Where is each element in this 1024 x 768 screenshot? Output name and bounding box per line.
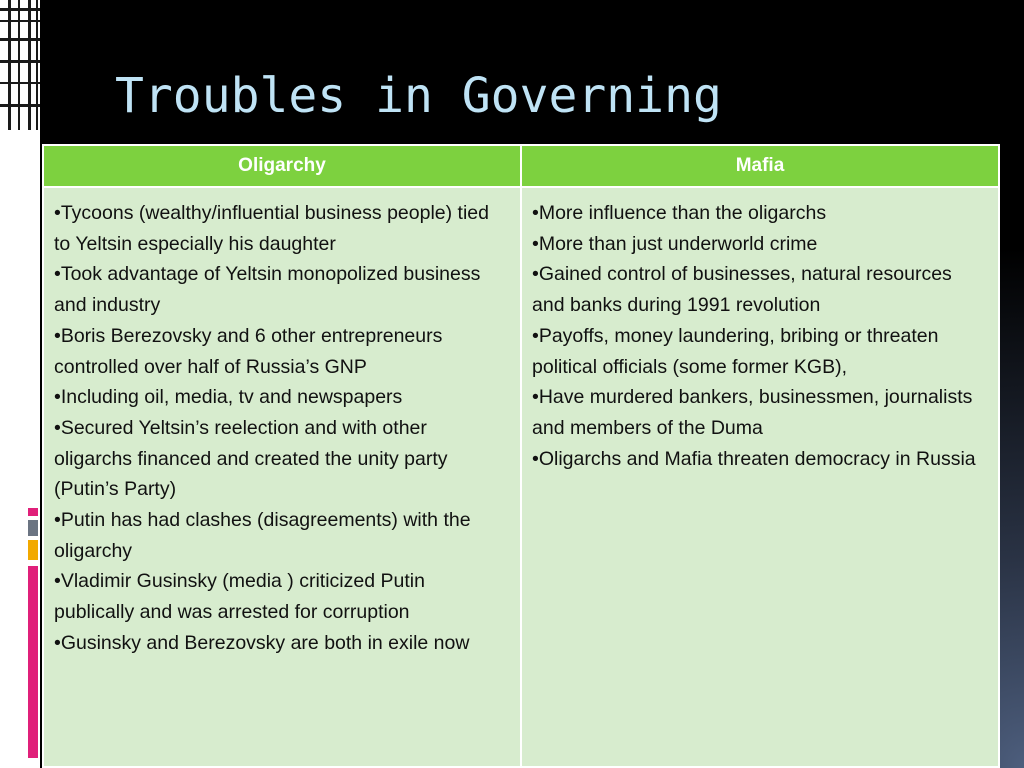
list-item: • Payoffs, money laundering, bribing or threaten political officials (some former KGB), — [532, 321, 988, 382]
list-item: • Took advantage of Yeltsin monopolized business and industry — [54, 259, 510, 320]
list-item: • Secured Yeltsin’s reelection and with other oligarchs financed and created the unity party (Putin’s Party) — [54, 413, 510, 505]
comparison-table — [42, 144, 1000, 768]
list-item: • Vladimir Gusinsky (media ) criticized Putin publically and was arrested for corruption — [54, 566, 510, 627]
list-item: • Tycoons (wealthy/influential business people) tied to Yeltsin especially his daughter — [54, 198, 510, 259]
top-left-decoration — [0, 0, 40, 130]
oligarchy-cell — [43, 187, 521, 767]
list-item: • Boris Berezovsky and 6 other entrepreneurs controlled over half of Russia’s GNP — [54, 321, 510, 382]
list-item: • More influence than the oligarchs — [532, 198, 988, 229]
list-item: • More than just underworld crime — [532, 229, 988, 260]
slide-title: Troubles in Governing — [115, 68, 722, 124]
oligarchy-list — [54, 198, 510, 659]
list-item: • Gusinsky and Berezovsky are both in exile now — [54, 628, 510, 659]
bottom-left-color-bars — [28, 508, 38, 758]
list-item: • Including oil, media, tv and newspapers — [54, 382, 510, 413]
list-item: • Have murdered bankers, businessmen, journalists and members of the Duma — [532, 382, 988, 443]
list-item: • Putin has had clashes (disagreements) with the oligarchy — [54, 505, 510, 566]
list-item: • Gained control of businesses, natural resources and banks during 1991 revolution — [532, 259, 988, 320]
mafia-cell — [521, 187, 999, 767]
list-item: • Oligarchs and Mafia threaten democracy in Russia — [532, 444, 988, 475]
header-oligarchy: Oligarchy — [43, 145, 521, 187]
mafia-list — [532, 198, 988, 474]
header-mafia: Mafia — [521, 145, 999, 187]
